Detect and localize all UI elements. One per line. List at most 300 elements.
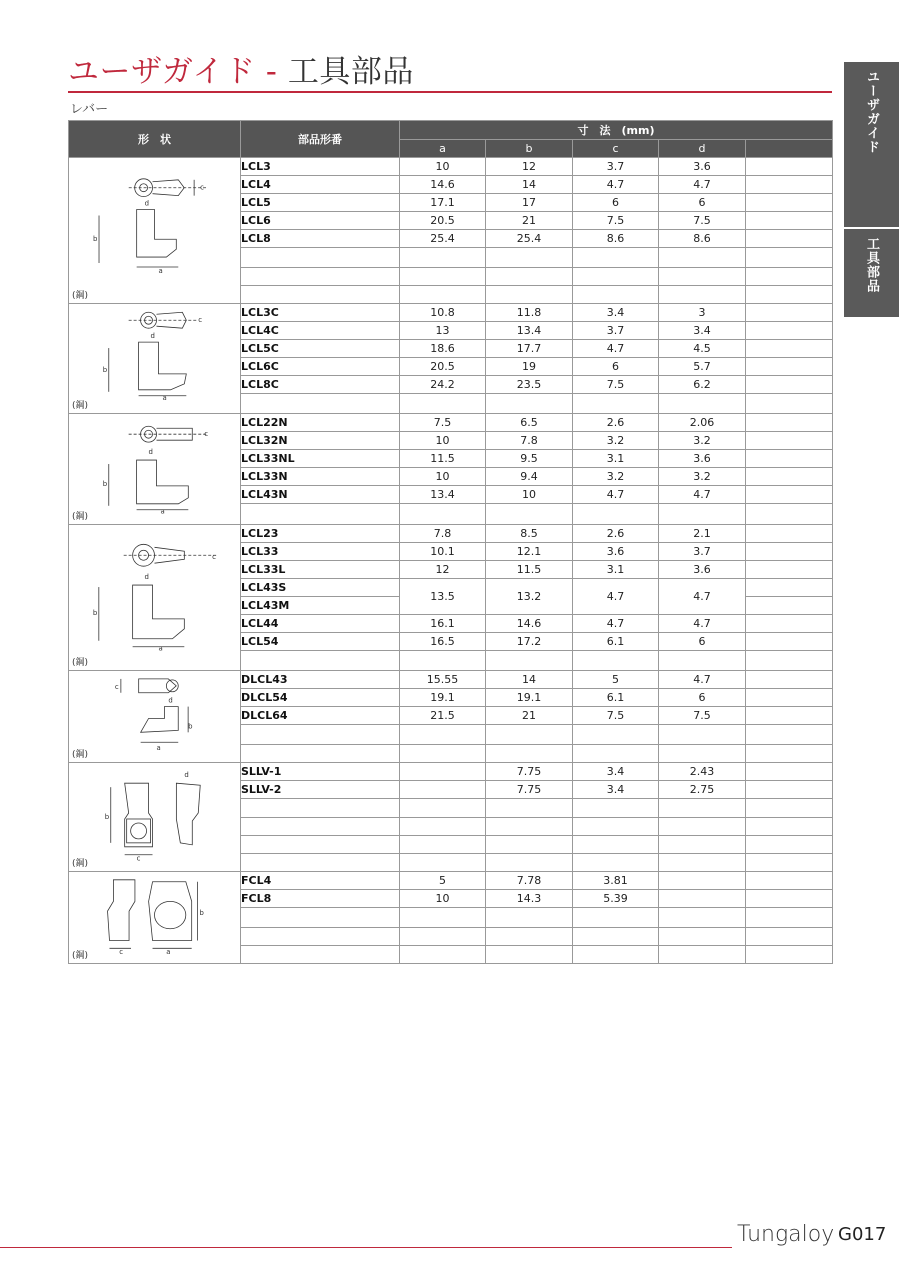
dim-a: 13.4 xyxy=(400,485,486,503)
dim-b: 17.2 xyxy=(486,632,573,650)
dim-b: 17 xyxy=(486,194,573,212)
dim-c: 3.81 xyxy=(573,871,659,889)
part-number: LCL5 xyxy=(241,194,400,212)
svg-text:c: c xyxy=(198,315,203,324)
dim-blank xyxy=(746,431,833,449)
dim-b: 14 xyxy=(486,176,573,194)
dim-a: 18.6 xyxy=(400,339,486,357)
empty-cell xyxy=(659,945,746,963)
empty-cell xyxy=(746,650,833,670)
dim-c: 3.6 xyxy=(573,542,659,560)
svg-text:d: d xyxy=(150,331,155,340)
part-number: LCL33N xyxy=(241,467,400,485)
empty-cell xyxy=(659,927,746,945)
empty-cell xyxy=(746,817,833,835)
empty-cell xyxy=(400,907,486,927)
dim-a: 7.8 xyxy=(400,524,486,542)
shape-drawing xyxy=(69,670,241,762)
part-number: LCL23 xyxy=(241,524,400,542)
empty-cell xyxy=(746,835,833,853)
dim-a: 13.5 xyxy=(400,578,486,614)
part-number: FCL4 xyxy=(241,871,400,889)
empty-cell xyxy=(746,285,833,303)
dim-d: 4.7 xyxy=(659,176,746,194)
dim-c: 4.7 xyxy=(573,485,659,503)
empty-cell xyxy=(659,285,746,303)
empty-cell xyxy=(241,285,400,303)
svg-text:c: c xyxy=(136,854,141,863)
dim-d: 3.4 xyxy=(659,321,746,339)
part-number: LCL4C xyxy=(241,321,400,339)
empty-cell xyxy=(241,503,400,524)
empty-cell xyxy=(486,853,573,871)
part-number: SLLV-2 xyxy=(241,780,400,798)
dim-d: 6 xyxy=(659,632,746,650)
dim-blank xyxy=(746,871,833,889)
dim-b: 13.2 xyxy=(486,578,573,614)
dim-d: 4.7 xyxy=(659,485,746,503)
part-number: LCL43S xyxy=(241,578,400,596)
part-number: LCL44 xyxy=(241,614,400,632)
dim-c: 6.1 xyxy=(573,632,659,650)
dim-blank xyxy=(746,578,833,596)
dim-a: 21.5 xyxy=(400,706,486,724)
header-blank xyxy=(746,140,833,158)
empty-cell xyxy=(746,267,833,285)
empty-cell xyxy=(486,267,573,285)
lever-diagram xyxy=(69,671,240,762)
svg-text:c: c xyxy=(114,682,119,691)
dim-d: 3.6 xyxy=(659,560,746,578)
title-parts: 工具部品 xyxy=(287,54,414,90)
empty-cell xyxy=(659,835,746,853)
header-part-number: 部品形番 xyxy=(241,121,400,158)
title-rule xyxy=(68,91,832,93)
title-guide: ユーザガイド - xyxy=(68,54,288,90)
dim-b: 6.5 xyxy=(486,413,573,431)
svg-text:d: d xyxy=(184,770,189,779)
empty-cell xyxy=(241,835,400,853)
dim-blank xyxy=(746,560,833,578)
dim-blank xyxy=(746,706,833,724)
dim-blank xyxy=(746,375,833,393)
material-label: (鋼) xyxy=(72,511,89,522)
dim-a: 10 xyxy=(400,158,486,176)
dim-a xyxy=(400,762,486,780)
dim-blank xyxy=(746,780,833,798)
side-tab-tool-parts[interactable]: 工具部品 xyxy=(844,229,899,317)
empty-cell xyxy=(400,798,486,817)
shape-drawing xyxy=(69,158,241,304)
dim-blank xyxy=(746,194,833,212)
empty-cell xyxy=(573,248,659,268)
empty-cell xyxy=(400,267,486,285)
empty-cell xyxy=(400,248,486,268)
part-number: LCL4 xyxy=(241,176,400,194)
empty-cell xyxy=(746,503,833,524)
dim-b: 14.6 xyxy=(486,614,573,632)
empty-cell xyxy=(486,817,573,835)
dim-d: 3.6 xyxy=(659,449,746,467)
svg-text:b: b xyxy=(102,365,108,374)
empty-cell xyxy=(486,835,573,853)
dim-b: 11.5 xyxy=(486,560,573,578)
svg-text:b: b xyxy=(93,235,98,244)
svg-text:c: c xyxy=(119,947,124,956)
part-number: LCL3 xyxy=(241,158,400,176)
dim-c: 4.7 xyxy=(573,176,659,194)
empty-cell xyxy=(746,798,833,817)
dim-c: 2.6 xyxy=(573,413,659,431)
part-number: DLCL64 xyxy=(241,706,400,724)
dim-c: 4.7 xyxy=(573,578,659,614)
empty-cell xyxy=(573,835,659,853)
header-dim-b: b xyxy=(486,140,573,158)
svg-text:a: a xyxy=(158,266,163,275)
empty-cell xyxy=(573,285,659,303)
lever-diagram xyxy=(69,304,240,413)
empty-cell xyxy=(486,744,573,762)
empty-cell xyxy=(241,248,400,268)
dim-b: 7.78 xyxy=(486,871,573,889)
svg-text:c: c xyxy=(200,183,204,192)
lever-table xyxy=(68,120,833,964)
dim-d xyxy=(659,871,746,889)
dim-b: 7.75 xyxy=(486,762,573,780)
dim-blank xyxy=(746,467,833,485)
dim-a: 20.5 xyxy=(400,212,486,230)
part-number: LCL3C xyxy=(241,303,400,321)
dim-d: 6 xyxy=(659,688,746,706)
part-number: LCL6C xyxy=(241,357,400,375)
shape-drawing xyxy=(69,413,241,524)
part-number: LCL32N xyxy=(241,431,400,449)
empty-cell xyxy=(659,817,746,835)
empty-cell xyxy=(573,724,659,744)
part-number: LCL33NL xyxy=(241,449,400,467)
dim-blank xyxy=(746,212,833,230)
shape-drawing xyxy=(69,303,241,413)
dim-blank xyxy=(746,303,833,321)
empty-cell xyxy=(241,945,400,963)
empty-cell xyxy=(746,853,833,871)
dim-b: 7.75 xyxy=(486,780,573,798)
dim-d: 4.5 xyxy=(659,339,746,357)
part-number: LCL43M xyxy=(241,596,400,614)
empty-cell xyxy=(573,817,659,835)
empty-cell xyxy=(486,724,573,744)
dim-blank xyxy=(746,596,833,614)
empty-cell xyxy=(241,267,400,285)
dim-blank xyxy=(746,321,833,339)
dim-c: 6.1 xyxy=(573,688,659,706)
empty-cell xyxy=(241,853,400,871)
empty-cell xyxy=(659,724,746,744)
svg-text:d: d xyxy=(168,696,173,705)
dim-c: 3.4 xyxy=(573,762,659,780)
header-shape: 形 状 xyxy=(69,121,241,158)
empty-cell xyxy=(486,650,573,670)
table-row xyxy=(69,871,833,889)
dim-c: 3.7 xyxy=(573,321,659,339)
empty-cell xyxy=(400,393,486,413)
dim-d: 2.1 xyxy=(659,524,746,542)
dim-d: 7.5 xyxy=(659,212,746,230)
svg-text:b: b xyxy=(102,479,108,488)
svg-text:b: b xyxy=(188,722,193,731)
dim-c: 4.7 xyxy=(573,339,659,357)
dim-d: 5.7 xyxy=(659,357,746,375)
dim-blank xyxy=(746,413,833,431)
header-dim-d: d xyxy=(659,140,746,158)
dim-blank xyxy=(746,357,833,375)
table-row xyxy=(69,524,833,542)
dim-a: 11.5 xyxy=(400,449,486,467)
dim-b: 11.8 xyxy=(486,303,573,321)
dim-d: 8.6 xyxy=(659,230,746,248)
shape-drawing xyxy=(69,524,241,670)
dim-a: 20.5 xyxy=(400,357,486,375)
lever-diagram xyxy=(69,158,240,303)
dim-c: 3.4 xyxy=(573,780,659,798)
dim-a: 10 xyxy=(400,467,486,485)
empty-cell xyxy=(486,503,573,524)
dim-b: 10 xyxy=(486,485,573,503)
empty-cell xyxy=(659,744,746,762)
table-row xyxy=(69,762,833,780)
empty-cell xyxy=(573,798,659,817)
empty-cell xyxy=(400,817,486,835)
dim-a: 25.4 xyxy=(400,230,486,248)
dim-a: 19.1 xyxy=(400,688,486,706)
empty-cell xyxy=(241,393,400,413)
svg-text:d: d xyxy=(144,572,149,581)
dim-blank xyxy=(746,670,833,688)
empty-cell xyxy=(573,650,659,670)
material-label: (鋼) xyxy=(72,749,89,760)
part-number: LCL8C xyxy=(241,375,400,393)
dim-c: 6 xyxy=(573,357,659,375)
page-title xyxy=(68,46,414,91)
brand-logo: Tungaloy xyxy=(737,1222,835,1247)
svg-text:a: a xyxy=(160,507,165,516)
dim-d: 4.7 xyxy=(659,614,746,632)
svg-text:b: b xyxy=(199,908,204,917)
dim-b: 9.4 xyxy=(486,467,573,485)
dim-a: 16.1 xyxy=(400,614,486,632)
dim-b: 21 xyxy=(486,212,573,230)
dim-b: 19.1 xyxy=(486,688,573,706)
dim-c: 5.39 xyxy=(573,889,659,907)
empty-cell xyxy=(573,503,659,524)
dim-c: 3.4 xyxy=(573,303,659,321)
dim-c: 3.2 xyxy=(573,467,659,485)
material-label: (鋼) xyxy=(72,858,89,869)
material-label: (鋼) xyxy=(72,290,89,301)
dim-d: 6 xyxy=(659,194,746,212)
part-number: LCL6 xyxy=(241,212,400,230)
dim-c: 7.5 xyxy=(573,706,659,724)
empty-cell xyxy=(486,927,573,945)
empty-cell xyxy=(659,798,746,817)
empty-cell xyxy=(400,945,486,963)
dim-b: 12.1 xyxy=(486,542,573,560)
table-row xyxy=(69,158,833,176)
lever-diagram xyxy=(69,525,240,670)
dim-a: 14.6 xyxy=(400,176,486,194)
empty-cell xyxy=(746,927,833,945)
dim-d: 2.43 xyxy=(659,762,746,780)
part-number: LCL22N xyxy=(241,413,400,431)
empty-cell xyxy=(659,907,746,927)
empty-cell xyxy=(400,744,486,762)
svg-text:a: a xyxy=(166,947,171,956)
dim-a: 7.5 xyxy=(400,413,486,431)
dim-a: 12 xyxy=(400,560,486,578)
lever-diagram xyxy=(69,414,240,524)
empty-cell xyxy=(400,724,486,744)
dim-b: 14 xyxy=(486,670,573,688)
empty-cell xyxy=(573,907,659,927)
part-number: LCL54 xyxy=(241,632,400,650)
svg-text:c: c xyxy=(204,429,209,438)
dim-d: 6.2 xyxy=(659,375,746,393)
empty-cell xyxy=(241,817,400,835)
dim-b: 9.5 xyxy=(486,449,573,467)
empty-cell xyxy=(573,927,659,945)
dim-blank xyxy=(746,339,833,357)
dim-a: 17.1 xyxy=(400,194,486,212)
part-number: LCL8 xyxy=(241,230,400,248)
empty-cell xyxy=(659,650,746,670)
svg-text:d: d xyxy=(144,199,149,208)
shape-drawing xyxy=(69,762,241,871)
empty-cell xyxy=(400,650,486,670)
dim-b: 12 xyxy=(486,158,573,176)
dim-blank xyxy=(746,614,833,632)
empty-cell xyxy=(241,744,400,762)
dim-c: 4.7 xyxy=(573,614,659,632)
empty-cell xyxy=(659,248,746,268)
dim-b: 7.8 xyxy=(486,431,573,449)
empty-cell xyxy=(241,927,400,945)
empty-cell xyxy=(573,853,659,871)
dim-c: 5 xyxy=(573,670,659,688)
dim-blank xyxy=(746,542,833,560)
empty-cell xyxy=(573,393,659,413)
dim-d: 4.7 xyxy=(659,578,746,614)
material-label: (鋼) xyxy=(72,950,89,961)
dim-b: 17.7 xyxy=(486,339,573,357)
dim-blank xyxy=(746,762,833,780)
dim-c: 3.1 xyxy=(573,449,659,467)
part-number: LCL5C xyxy=(241,339,400,357)
dim-d: 2.75 xyxy=(659,780,746,798)
dim-c: 7.5 xyxy=(573,375,659,393)
dim-a: 15.55 xyxy=(400,670,486,688)
empty-cell xyxy=(486,907,573,927)
empty-cell xyxy=(241,907,400,927)
table-row xyxy=(69,303,833,321)
dim-c: 7.5 xyxy=(573,212,659,230)
empty-cell xyxy=(573,267,659,285)
dim-d: 3.6 xyxy=(659,158,746,176)
page-number: G017 xyxy=(838,1224,887,1245)
dim-blank xyxy=(746,230,833,248)
empty-cell xyxy=(241,650,400,670)
material-label: (鋼) xyxy=(72,657,89,668)
dim-b: 25.4 xyxy=(486,230,573,248)
dim-d: 2.06 xyxy=(659,413,746,431)
dim-b: 19 xyxy=(486,357,573,375)
dim-d: 3.2 xyxy=(659,467,746,485)
empty-cell xyxy=(659,267,746,285)
empty-cell xyxy=(400,853,486,871)
dim-b: 8.5 xyxy=(486,524,573,542)
svg-text:d: d xyxy=(148,447,153,456)
dim-a: 10 xyxy=(400,889,486,907)
dim-blank xyxy=(746,632,833,650)
lever-diagram xyxy=(69,763,240,871)
dim-d: 3.2 xyxy=(659,431,746,449)
side-tab-user-guide[interactable]: ユーザガイド xyxy=(844,62,899,227)
empty-cell xyxy=(659,853,746,871)
empty-cell xyxy=(400,285,486,303)
dim-c: 6 xyxy=(573,194,659,212)
empty-cell xyxy=(241,798,400,817)
dim-blank xyxy=(746,176,833,194)
part-number: SLLV-1 xyxy=(241,762,400,780)
empty-cell xyxy=(659,393,746,413)
dim-c: 3.7 xyxy=(573,158,659,176)
dim-a: 5 xyxy=(400,871,486,889)
dim-a: 10 xyxy=(400,431,486,449)
footer-rule xyxy=(0,1247,732,1248)
dim-blank xyxy=(746,158,833,176)
empty-cell xyxy=(746,393,833,413)
dim-blank xyxy=(746,889,833,907)
dim-a: 16.5 xyxy=(400,632,486,650)
empty-cell xyxy=(486,393,573,413)
empty-cell xyxy=(400,927,486,945)
header-dim-c: c xyxy=(573,140,659,158)
dim-d: 4.7 xyxy=(659,670,746,688)
dim-blank xyxy=(746,524,833,542)
dim-c: 3.1 xyxy=(573,560,659,578)
dim-d xyxy=(659,889,746,907)
svg-text:a: a xyxy=(156,743,161,752)
header-dimensions: 寸 法 (mm) xyxy=(400,121,833,140)
empty-cell xyxy=(746,744,833,762)
part-number: FCL8 xyxy=(241,889,400,907)
empty-cell xyxy=(573,945,659,963)
svg-text:a: a xyxy=(162,393,167,402)
part-number: LCL33 xyxy=(241,542,400,560)
empty-cell xyxy=(486,285,573,303)
dim-d: 3 xyxy=(659,303,746,321)
dim-b: 21 xyxy=(486,706,573,724)
svg-text:b: b xyxy=(104,812,110,821)
dim-a: 10.1 xyxy=(400,542,486,560)
dim-d: 3.7 xyxy=(659,542,746,560)
empty-cell xyxy=(746,945,833,963)
dim-a: 13 xyxy=(400,321,486,339)
part-number: LCL33L xyxy=(241,560,400,578)
svg-text:c: c xyxy=(212,552,216,561)
empty-cell xyxy=(486,248,573,268)
empty-cell xyxy=(486,798,573,817)
empty-cell xyxy=(400,835,486,853)
